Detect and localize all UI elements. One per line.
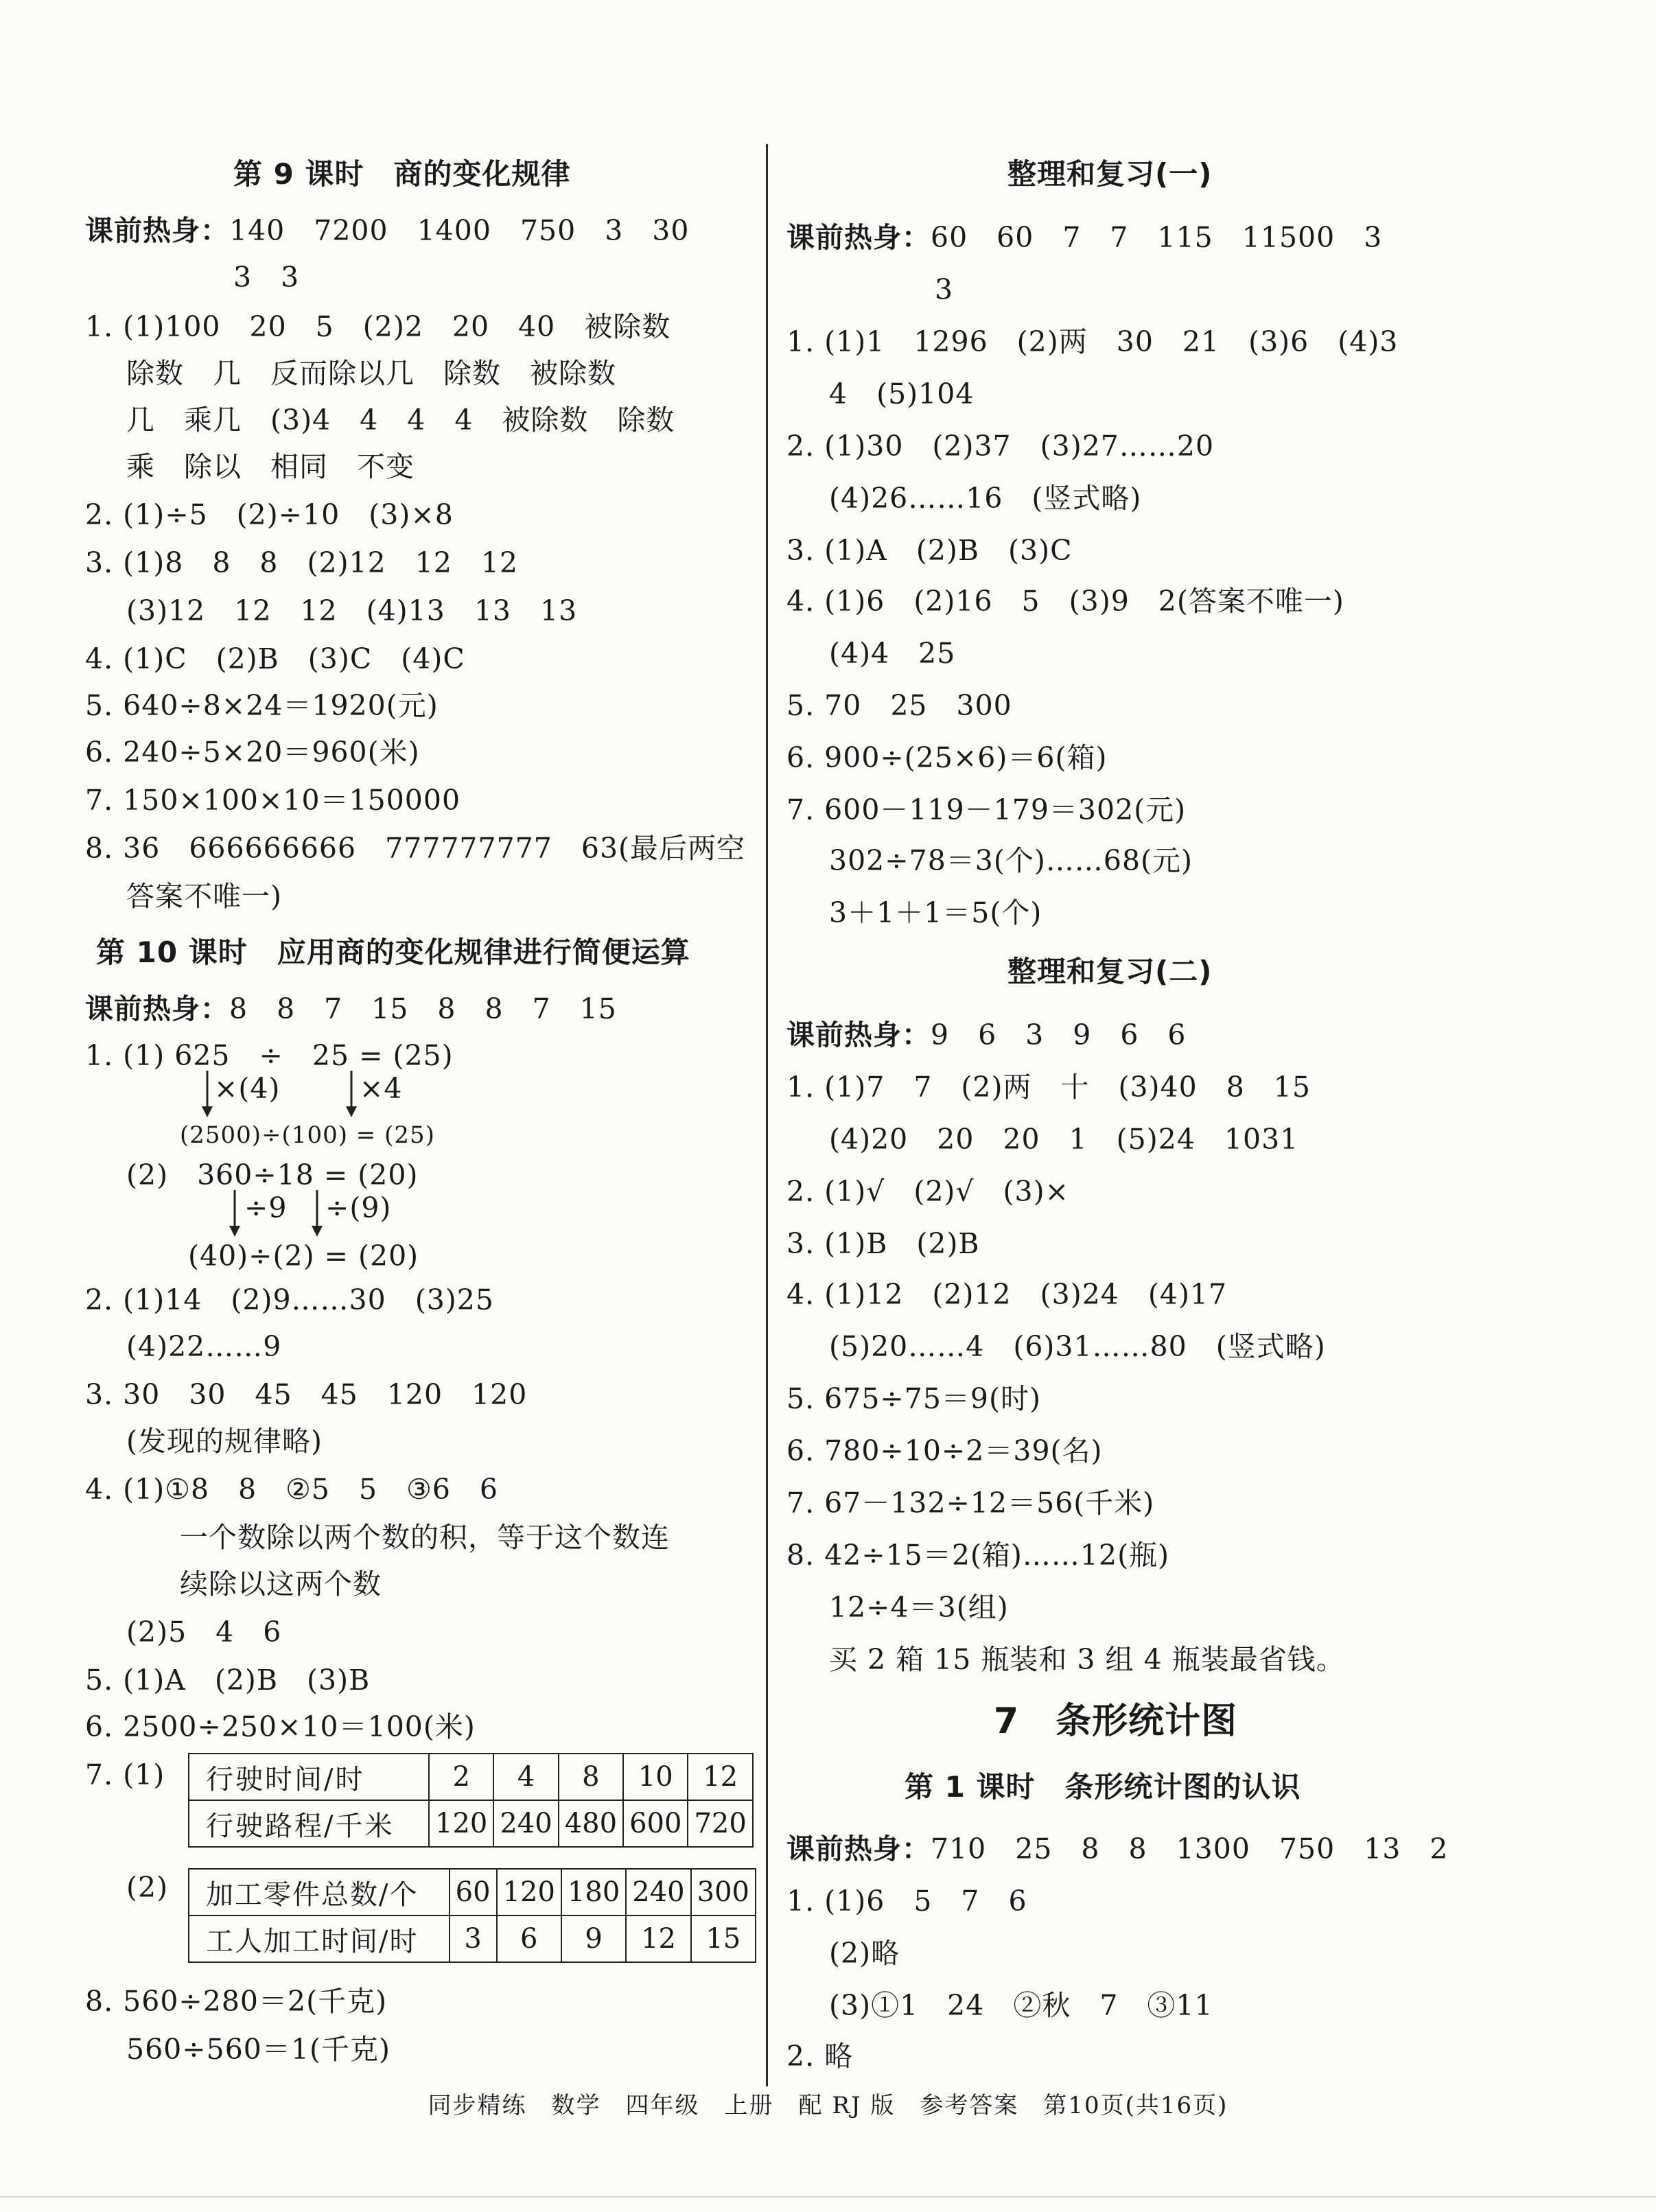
l10-q1-line4: (40)÷(2) = (20) [188,1239,419,1272]
u7-q1-line1: 1. (1)6 5 7 6 [786,1885,1027,1918]
u7-lesson1-title: 第 1 课时 条形统计图的认识 [905,1770,1301,1804]
table-cell: 12 [688,1754,752,1800]
r1-warmup-cont: 3 [935,273,954,306]
arrow-down-icon [310,1190,324,1238]
table-cell: 6 [497,1916,561,1962]
l9-q1-line4: 乘 除以 相同 不变 [126,450,415,483]
r1-q6: 6. 900÷(25×6)＝6(箱) [786,741,1108,774]
table-cell: 3 [450,1916,497,1962]
l9-warmup-cont: 3 3 [233,261,300,294]
l10-q6: 6. 2500÷250×10＝100(米) [85,1710,476,1743]
r1-q2-line2: (4)26……16 (竖式略) [829,482,1142,515]
arrow-down-icon [228,1190,242,1238]
l10-q5: 5. (1)A (2)B (3)B [85,1664,371,1697]
table-cell: 15 [691,1916,756,1962]
table-cell: 720 [688,1800,752,1847]
r2-q8-line1: 8. 42÷15＝2(箱)……12(瓶) [786,1539,1170,1572]
r1-q1-line2: 4 (5)104 [829,377,975,410]
l9-q1-line2: 除数 几 反而除以几 除数 被除数 [126,357,616,390]
u7-q1-line3: (3)①1 24 ②秋 7 ③11 [829,1989,1213,2022]
l9-q5: 5. 640÷8×24＝1920(元) [85,689,439,722]
l10-q1-arrow-label-left2: ÷9 [244,1191,288,1224]
l10-q4-line3: 续除以这两个数 [180,1568,382,1600]
warmup-label: 课前热身 [786,221,902,254]
r1-q7-line3: 3＋1＋1＝5(个) [829,896,1042,929]
arrow-down-icon [200,1071,214,1119]
r1-q7-line1: 7. 600－119－179＝302(元) [786,793,1187,826]
table-driving [188,1753,754,1848]
r1-warmup-values: 60 60 7 7 115 11500 3 [931,221,1383,254]
table-row [189,1916,756,1962]
page-edge-line [0,2196,1656,2198]
r2-q6: 6. 780÷10÷2＝39(名) [786,1434,1103,1467]
l10-warmup-values: 8 8 7 15 8 8 7 15 [229,992,617,1025]
r2-q8-line2: 12÷4＝3(组) [829,1591,1009,1624]
u7-warmup-values: 710 25 8 8 1300 750 13 2 [931,1832,1449,1865]
u7-q1-line2: (2)略 [829,1937,900,1970]
table-cell: 240 [493,1800,558,1847]
l9-q8-line1: 8. 36 666666666 777777777 63(最后两空 [85,832,746,865]
table-row-head: 加工零件总数/个 [189,1869,450,1916]
table-cell: 12 [626,1916,690,1962]
l10-q1-line1: 1. (1) 625 ÷ 25 = (25) [85,1039,454,1072]
l10-q7-label2: (2) [126,1871,169,1904]
r2-warmup-values: 9 6 3 9 6 6 [931,1018,1187,1051]
u7-warmup: 课前热身：710 25 8 8 1300 750 13 2 [786,1832,1449,1865]
l10-q1-line2: (2500)÷(100) = (25) [180,1121,435,1149]
l9-q3-line2: (3)12 12 12 (4)13 13 13 [126,594,578,627]
table-cell: 240 [626,1869,690,1916]
l10-q8-line2: 560÷560＝1(千克) [126,2033,390,2066]
l10-q7-label1: 7. (1) [85,1758,165,1791]
r1-q5: 5. 70 25 300 [786,689,1012,722]
r2-q1-line1: 1. (1)7 7 (2)两 十 (3)40 8 15 [786,1071,1311,1104]
l9-q4: 4. (1)C (2)B (3)C (4)C [85,642,465,675]
table-cell: 4 [493,1754,558,1800]
r2-q1-line2: (4)20 20 20 1 (5)24 1031 [829,1123,1299,1156]
review2-title: 整理和复习(二) [1007,955,1213,988]
l9-q1-line3: 几 乘几 (3)4 4 4 4 被除数 除数 [126,404,675,436]
page-footer: 同步精练 数学 四年级 上册 配 RJ 版 参考答案 第10页(共16页) [428,2092,1228,2119]
r2-q4-line2: (5)20……4 (6)31……80 (竖式略) [829,1330,1326,1363]
table-row [189,1800,753,1847]
column-divider [766,144,768,2086]
r1-q4-line2: (4)4 25 [829,637,956,670]
l10-q1-arrow-label-left: ×(4) [214,1072,281,1105]
r1-q4-line1: 4. (1)6 (2)16 5 (3)9 2(答案不唯一) [786,585,1344,618]
l9-q6: 6. 240÷5×20＝960(米) [85,736,420,769]
r2-q8-line3: 买 2 箱 15 瓶装和 3 组 4 瓶装最省钱。 [829,1643,1345,1676]
l10-q8-line1: 8. 560÷280＝2(千克) [85,1985,388,2018]
r1-warmup: 课前热身：60 60 7 7 115 11500 3 [786,221,1383,254]
table-cell: 480 [559,1800,623,1847]
table-cell: 300 [691,1869,756,1916]
table-cell: 120 [429,1800,493,1847]
table-cell: 2 [429,1754,493,1800]
table-row [189,1754,753,1800]
l10-q4-line4: (2)5 4 6 [126,1616,282,1649]
table-parts [188,1868,756,1963]
l10-q4-line1: 4. (1)①8 8 ②5 5 ③6 6 [85,1473,499,1506]
table-row-head: 行驶时间/时 [189,1754,429,1800]
l10-q4-line2: 一个数除以两个数的积，等于这个数连 [180,1521,670,1554]
l10-q1-line3: (2) 360÷18 = (20) [126,1159,419,1191]
l10-q2-line2: (4)22……9 [126,1330,282,1363]
u7-q2: 2. 略 [786,2040,854,2073]
table-row-head: 行驶路程/千米 [189,1800,429,1847]
table-cell: 60 [450,1869,497,1916]
r1-q2-line1: 2. (1)30 (2)37 (3)27……20 [786,430,1215,463]
lesson10-title: 第 10 课时 应用商的变化规律进行简便运算 [96,935,690,969]
warmup-label: 课前热身 [786,1832,902,1865]
l10-q1-arrow-label-right: ×4 [360,1072,403,1105]
l9-q1-line1: 1. (1)100 20 5 (2)2 20 40 被除数 [85,310,671,343]
warmup-label: 课前热身 [85,214,200,247]
r2-q2: 2. (1)√ (2)√ (3)× [786,1175,1069,1208]
arrow-down-icon [345,1071,358,1119]
table-cell: 8 [559,1754,623,1800]
l10-q1-arrow-label-right2: ÷(9) [325,1191,392,1224]
l9-q2: 2. (1)÷5 (2)÷10 (3)×8 [85,498,454,531]
l9-warmup-values: 140 7200 1400 750 3 30 [229,214,690,247]
table-cell: 120 [497,1869,561,1916]
table-cell: 180 [561,1869,626,1916]
warmup-label: 课前热身 [85,992,200,1025]
r2-q4-line1: 4. (1)12 (2)12 (3)24 (4)17 [786,1278,1228,1311]
r2-q7: 7. 67－132÷12＝56(千米) [786,1487,1155,1520]
r2-q5: 5. 675÷75＝9(时) [786,1382,1042,1415]
r2-q3: 3. (1)B (2)B [786,1227,980,1260]
l9-q8-line2: 答案不唯一) [126,880,282,913]
warmup-label: 课前热身 [786,1018,902,1051]
l9-q3-line1: 3. (1)8 8 8 (2)12 12 12 [85,546,519,579]
unit7-title: 7 条形统计图 [994,1701,1238,1742]
l9-q7: 7. 150×100×10＝150000 [85,784,461,817]
r1-q1-line1: 1. (1)1 1296 (2)两 30 21 (3)6 (4)3 [786,325,1399,358]
table-cell: 600 [623,1800,688,1847]
r2-warmup: 课前热身：9 6 3 9 6 6 [786,1018,1187,1051]
l10-q2-line1: 2. (1)14 (2)9……30 (3)25 [85,1283,494,1316]
r1-q3: 3. (1)A (2)B (3)C [786,534,1073,567]
l10-warmup: 课前热身：8 8 7 15 8 8 7 15 [85,992,617,1025]
table-cell: 9 [561,1916,626,1962]
table-cell: 10 [623,1754,688,1800]
l10-q3-line1: 3. 30 30 45 45 120 120 [85,1378,528,1411]
lesson9-title: 第 9 课时 商的变化规律 [233,157,571,191]
l10-q3-line2: (发现的规律略) [126,1425,323,1458]
table-row [189,1869,756,1916]
table-row-head: 工人加工时间/时 [189,1916,450,1962]
r1-q7-line2: 302÷78＝3(个)……68(元) [829,844,1193,877]
review1-title: 整理和复习(一) [1007,157,1213,191]
l9-warmup: 课前热身：140 7200 1400 750 3 30 [85,214,690,247]
